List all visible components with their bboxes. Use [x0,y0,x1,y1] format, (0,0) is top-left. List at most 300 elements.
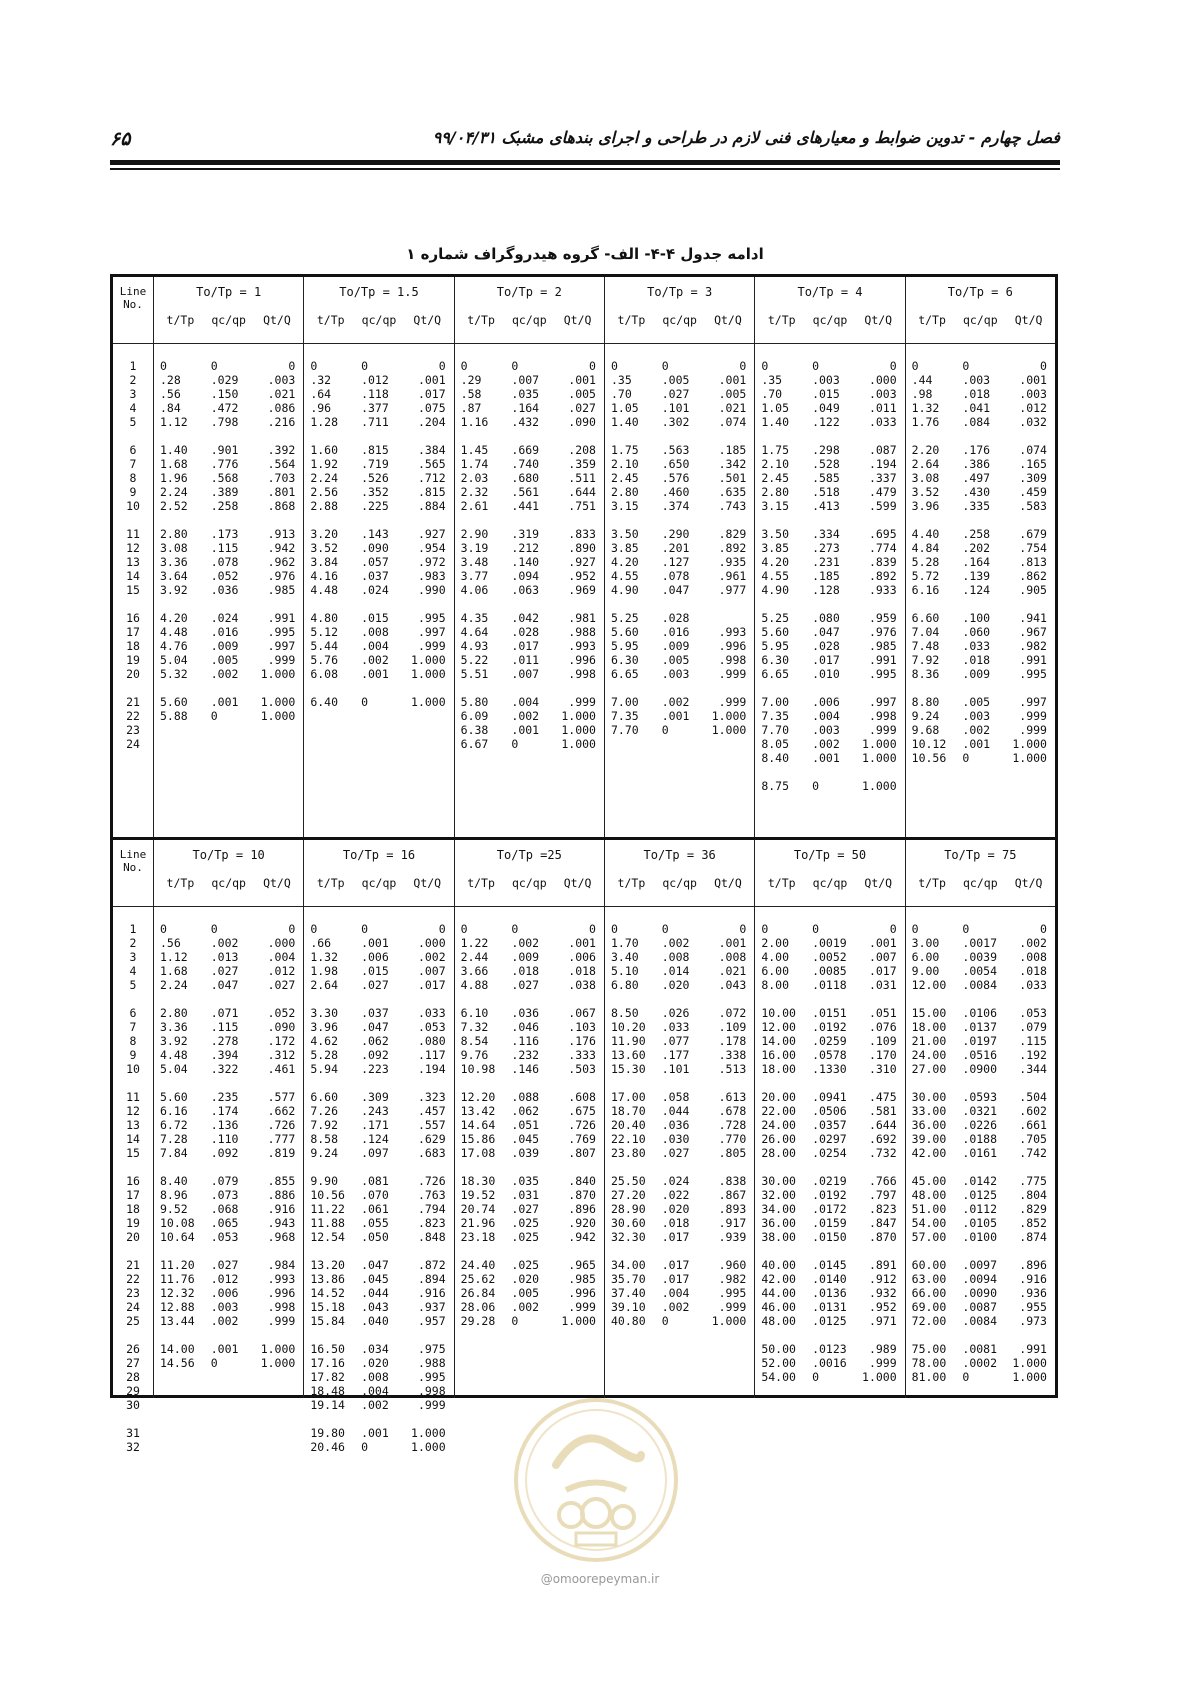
qc-qp-cell: .116 [511,1034,540,1048]
qt-q-cell: .995 [718,1286,747,1300]
sub-header: qc/qp [963,313,998,327]
table-row [455,1146,604,1160]
table-row [455,611,604,625]
qc-qp-cell: .171 [361,1118,389,1132]
qt-q-cell: .000 [868,373,897,387]
qt-q-cell: .608 [568,1090,596,1104]
sub-header: t/Tp [316,313,345,327]
qt-q-cell: .935 [718,555,747,569]
qt-q-cell: .886 [267,1188,296,1202]
qt-q-cell: .726 [267,1118,296,1132]
qc-qp-cell: .020 [511,1272,540,1286]
line-number: 3 [129,387,137,401]
qc-qp-cell: .006 [361,950,389,964]
t-tp-cell: 15.84 [310,1314,345,1328]
qt-q-cell: .957 [417,1314,446,1328]
t-tp-cell: 10.56 [911,751,947,765]
t-tp-cell: 8.36 [911,667,940,681]
qt-q-cell: .890 [568,541,596,555]
qc-qp-cell: .0192 [812,1188,847,1202]
qc-qp-cell: .070 [361,1188,389,1202]
t-tp-cell: 11.88 [310,1216,345,1230]
table-row [154,1272,303,1286]
qc-qp-cell: .0226 [962,1118,998,1132]
table-row [755,695,904,709]
t-tp-cell: 3.50 [611,527,639,541]
qt-q-cell: .501 [718,471,747,485]
t-tp-cell: .35 [761,373,783,387]
table-row [304,1272,453,1286]
qc-qp-cell: .164 [511,401,540,415]
qt-q-cell: 0 [288,359,296,373]
t-tp-cell: 12.00 [911,978,947,992]
qc-qp-cell: .035 [511,1174,540,1188]
qt-q-cell: .033 [417,1006,446,1020]
line-number: 1 [129,359,137,373]
table-row [455,1132,604,1146]
table-row [605,695,754,709]
line-number: 23 [126,1286,140,1300]
table-row [304,359,453,373]
t-tp-cell: 6.40 [310,695,339,709]
table-row [304,485,453,499]
t-tp-cell: 14.56 [160,1356,195,1370]
t-tp-cell: 27.00 [911,1062,947,1076]
qt-q-cell: .942 [568,1230,596,1244]
line-number: 19 [126,653,140,667]
t-tp-cell: 3.20 [310,527,339,541]
t-tp-cell: 57.00 [911,1230,947,1244]
qt-q-cell: .847 [868,1216,897,1230]
table-row [455,485,604,499]
qc-qp-cell: .0118 [812,978,847,992]
t-tp-cell: 3.40 [611,950,639,964]
t-tp-cell: 20.46 [310,1440,345,1454]
qt-q-cell: .074 [718,415,747,429]
qc-qp-cell: .0142 [962,1174,998,1188]
qt-q-cell: .777 [267,1132,296,1146]
t-tp-cell: 5.94 [310,1062,339,1076]
t-tp-cell: 5.72 [911,569,940,583]
qc-qp-cell: .430 [962,485,991,499]
table-row [906,443,1055,457]
qt-q-cell: .999 [1019,709,1047,723]
qc-qp-cell: .002 [361,1398,389,1412]
t-tp-cell: 4.80 [310,611,339,625]
qc-qp-cell: .045 [511,1132,540,1146]
t-tp-cell: 3.15 [761,499,790,513]
qc-qp-cell: .127 [661,555,690,569]
qc-qp-cell: .0321 [962,1104,998,1118]
qc-qp-cell: .0593 [962,1090,998,1104]
qt-q-cell: .001 [718,936,747,950]
t-tp-cell: 4.90 [761,583,790,597]
qc-qp-cell: .0578 [812,1048,847,1062]
qc-qp-cell: .040 [361,1314,389,1328]
t-tp-cell: 10.00 [761,1006,796,1020]
qc-qp-cell: .035 [511,387,540,401]
qt-q-cell: .581 [868,1104,897,1118]
t-tp-cell: 6.16 [911,583,940,597]
qc-qp-cell: .027 [210,964,239,978]
header-rule-thick [110,160,1060,165]
qt-q-cell: .971 [868,1314,897,1328]
table-row [755,485,904,499]
qc-qp-cell: .051 [511,1118,540,1132]
qt-q-cell: .001 [1019,373,1047,387]
t-tp-cell: 1.12 [160,415,188,429]
qt-q-cell: .993 [718,625,747,639]
t-tp-cell: 38.00 [761,1230,796,1244]
qc-qp-cell: .740 [511,457,540,471]
t-tp-cell: 24.40 [460,1258,496,1272]
table-row [755,737,904,751]
t-tp-cell: 4.76 [160,639,188,653]
qt-q-cell: .891 [868,1258,897,1272]
table-row [906,1286,1055,1300]
table-row [154,1216,303,1230]
table-row [605,1230,754,1244]
table-row [605,1104,754,1118]
qc-qp-cell: .063 [511,583,540,597]
table-row [755,373,904,387]
t-tp-cell: 3.96 [911,499,940,513]
t-tp-cell: 4.88 [460,978,489,992]
qc-qp-cell: .005 [511,1286,540,1300]
qc-qp-cell: .235 [210,1090,239,1104]
table-row [455,723,604,737]
qt-q-cell: 1.000 [862,737,897,751]
table-row [154,583,303,597]
table-row [455,569,604,583]
table-row [154,401,303,415]
table-row [154,625,303,639]
t-tp-cell: 22.10 [611,1132,646,1146]
t-tp-cell: 5.04 [160,1062,188,1076]
t-tp-cell: 7.35 [761,709,790,723]
table-row [455,1104,604,1118]
table-row [906,471,1055,485]
qc-qp-cell: .0002 [962,1356,998,1370]
t-tp-cell: 4.48 [310,583,339,597]
line-number: 23 [126,723,140,737]
t-tp-cell: 0 [460,359,468,373]
table-row [906,653,1055,667]
t-tp-cell: 8.75 [761,779,790,793]
qt-q-cell: .178 [718,1034,747,1048]
t-tp-cell: 5.28 [911,555,940,569]
table-row [154,1034,303,1048]
qt-q-cell: .985 [868,639,897,653]
qt-q-cell: .103 [568,1020,596,1034]
qc-qp-cell: .068 [210,1202,239,1216]
table-row [755,653,904,667]
qt-q-cell: 1.000 [1012,737,1047,751]
qt-q-cell: .998 [417,1384,446,1398]
table-row [605,978,754,992]
qt-q-cell: .008 [1019,950,1047,964]
qc-qp-cell: .042 [511,611,540,625]
qc-qp-cell: 0 [361,1440,368,1454]
qc-qp-cell: .174 [210,1104,239,1118]
t-tp-cell: 9.76 [460,1048,489,1062]
t-tp-cell: 1.76 [911,415,940,429]
t-tp-cell: 10.64 [160,1230,195,1244]
table-row [755,639,904,653]
qt-q-cell: .075 [417,401,446,415]
qc-qp-cell: .472 [210,401,239,415]
table-row [605,541,754,555]
qc-qp-cell: .027 [661,387,690,401]
qc-qp-cell: .352 [361,485,389,499]
t-tp-cell: 2.61 [460,499,489,513]
table-row [605,457,754,471]
table-row [755,387,904,401]
qt-q-cell: .208 [568,443,596,457]
qc-qp-cell: .140 [511,555,540,569]
qc-qp-cell: .001 [361,667,389,681]
t-tp-cell: 5.76 [310,653,339,667]
table-row [906,1202,1055,1216]
t-tp-cell: 2.00 [761,936,790,950]
table-row [906,1174,1055,1188]
qt-q-cell: .027 [568,401,596,415]
qc-qp-cell: .322 [210,1062,239,1076]
t-tp-cell: 11.90 [611,1034,646,1048]
qt-q-cell: .999 [417,639,446,653]
table-row [455,401,604,415]
qc-qp-cell: .0090 [962,1286,998,1300]
t-tp-cell: 4.35 [460,611,489,625]
sub-header: qc/qp [662,876,697,890]
table-row [605,639,754,653]
t-tp-cell: 2.64 [911,457,940,471]
qt-q-cell: 1.000 [260,667,296,681]
t-tp-cell: 7.70 [761,723,790,737]
table-row [755,1146,904,1160]
line-number: 22 [126,1272,140,1286]
qt-q-cell: .993 [267,1272,296,1286]
line-number: 6 [129,1006,137,1020]
table-row [304,1132,453,1146]
qt-q-cell: 1.000 [862,1370,897,1384]
table-row [455,1300,604,1314]
qc-qp-cell: .036 [210,583,239,597]
qc-qp-cell: .024 [661,1174,690,1188]
t-tp-cell: 6.65 [761,667,790,681]
table-row [605,443,754,457]
table-row [906,1230,1055,1244]
table-row [154,471,303,485]
t-tp-cell: 17.16 [310,1356,345,1370]
qc-qp-cell: .0140 [812,1272,847,1286]
t-tp-cell: 3.08 [911,471,940,485]
qc-qp-cell: .150 [210,387,239,401]
table-row [755,415,904,429]
t-tp-cell: 2.24 [310,471,339,485]
table-row [304,1020,453,1034]
qt-q-cell: .975 [417,1342,446,1356]
line-number: 5 [129,415,137,429]
qt-q-cell: .115 [1019,1034,1047,1048]
qc-qp-cell: .002 [511,936,540,950]
qt-q-cell: .644 [868,1118,897,1132]
qt-q-cell: .763 [417,1188,446,1202]
qt-q-cell: .852 [1019,1216,1047,1230]
t-tp-cell: 9.24 [911,709,940,723]
table-row [605,1090,754,1104]
table-row [304,1090,453,1104]
t-tp-cell: 37.40 [611,1286,646,1300]
t-tp-cell: .56 [160,936,181,950]
sub-header-row [304,876,453,890]
line-number: 21 [126,1258,140,1272]
qt-q-cell: .338 [718,1048,747,1062]
table-row [304,1062,453,1076]
t-tp-cell: 3.85 [611,541,639,555]
qc-qp-cell: 0 [661,1314,669,1328]
table-row [154,1006,303,1020]
table-row [455,457,604,471]
table-row [455,1314,604,1328]
sub-header: Qt/Q [864,313,893,327]
t-tp-cell: 3.66 [460,964,489,978]
table-row [906,1132,1055,1146]
t-tp-cell: 6.67 [460,737,489,751]
table-row [605,1314,754,1328]
qt-q-cell: .770 [718,1132,747,1146]
qc-qp-cell: .005 [661,373,690,387]
qc-qp-cell: .097 [361,1146,389,1160]
group-column [754,840,904,1398]
t-tp-cell: 5.80 [460,695,489,709]
group-column [153,277,303,837]
group-title: To/Tp = 75 [944,848,1017,862]
table-row [755,936,904,950]
t-tp-cell: 24.00 [911,1048,947,1062]
table-row [605,964,754,978]
qt-q-cell: .679 [1019,527,1047,541]
t-tp-cell: 15.18 [310,1300,345,1314]
t-tp-cell: 24.00 [761,1118,796,1132]
qc-qp-cell: 0 [361,922,368,936]
qt-q-cell: .323 [417,1090,446,1104]
table-row [154,1146,303,1160]
line-number: 15 [126,1146,140,1160]
t-tp-cell: 3.19 [460,541,489,555]
qc-qp-cell: .017 [661,1230,690,1244]
t-tp-cell: 1.68 [160,457,188,471]
qt-q-cell: .033 [868,415,897,429]
table-row [304,950,453,964]
qt-q-cell: .086 [267,401,296,415]
qc-qp-cell: .650 [661,457,690,471]
table-row [605,1258,754,1272]
table-row [605,1132,754,1146]
qt-q-cell: 1.000 [862,779,897,793]
qt-q-cell: .884 [417,499,446,513]
qt-q-cell: 1.000 [260,709,296,723]
t-tp-cell: 30.00 [761,1174,796,1188]
qt-q-cell: .999 [568,1300,596,1314]
table-row [455,667,604,681]
table-row [605,527,754,541]
t-tp-cell: 4.40 [911,527,940,541]
table-row [755,1272,904,1286]
table-row [906,1356,1055,1370]
qc-qp-cell: .441 [511,499,540,513]
qc-qp-cell: .711 [361,415,389,429]
t-tp-cell: 39.00 [911,1132,947,1146]
table-row [455,625,604,639]
t-tp-cell: 4.55 [761,569,790,583]
table-row [304,653,453,667]
qc-qp-cell: .043 [361,1300,389,1314]
qc-qp-cell: .092 [361,1048,389,1062]
qt-q-cell: .999 [417,1398,446,1412]
qt-q-cell: .896 [1019,1258,1047,1272]
qc-qp-cell: .025 [511,1230,540,1244]
t-tp-cell: 33.00 [911,1104,947,1118]
qc-qp-cell: .081 [361,1174,389,1188]
table-row [755,443,904,457]
table-row [755,611,904,625]
table-row [154,1314,303,1328]
group-column [754,277,904,837]
qc-qp-cell: .258 [210,499,239,513]
table-row [304,922,453,936]
qt-q-cell: .001 [417,373,446,387]
sub-header-row [304,313,453,327]
qc-qp-cell: .0192 [812,1020,847,1034]
qt-q-cell: .728 [718,1118,747,1132]
qc-qp-cell: .017 [661,1272,690,1286]
table-row [455,1188,604,1202]
qc-qp-cell: .413 [812,499,840,513]
table-row [755,1048,904,1062]
table-row [906,639,1055,653]
qt-q-cell: .703 [267,471,296,485]
qt-q-cell: .557 [417,1118,446,1132]
table-row [605,1188,754,1202]
qt-q-cell: .751 [568,499,596,513]
t-tp-cell: 1.16 [460,415,489,429]
qt-q-cell: .033 [1019,978,1047,992]
qt-q-cell: .955 [1019,1300,1047,1314]
table-row [906,1104,1055,1118]
table-row [304,1230,453,1244]
qc-qp-cell: .073 [210,1188,239,1202]
line-number: 10 [126,499,140,513]
sub-header: qc/qp [812,876,848,890]
qt-q-cell: 0 [1040,359,1047,373]
qc-qp-cell: .335 [962,499,991,513]
qc-qp-cell: .006 [210,1286,239,1300]
qc-qp-cell: .092 [210,1146,239,1160]
line-number: 8 [129,471,137,485]
qc-qp-cell: .050 [361,1230,389,1244]
t-tp-cell: 4.20 [160,611,188,625]
qc-qp-cell: .290 [661,527,690,541]
qc-qp-cell: .033 [962,639,991,653]
t-tp-cell: 1.68 [160,964,188,978]
t-tp-cell: 2.24 [160,485,188,499]
qt-q-cell: 1.000 [711,709,747,723]
sub-header: Qt/Q [413,876,442,890]
qt-q-cell: .983 [417,569,446,583]
sub-header: qc/qp [211,313,246,327]
table-row [304,1174,453,1188]
